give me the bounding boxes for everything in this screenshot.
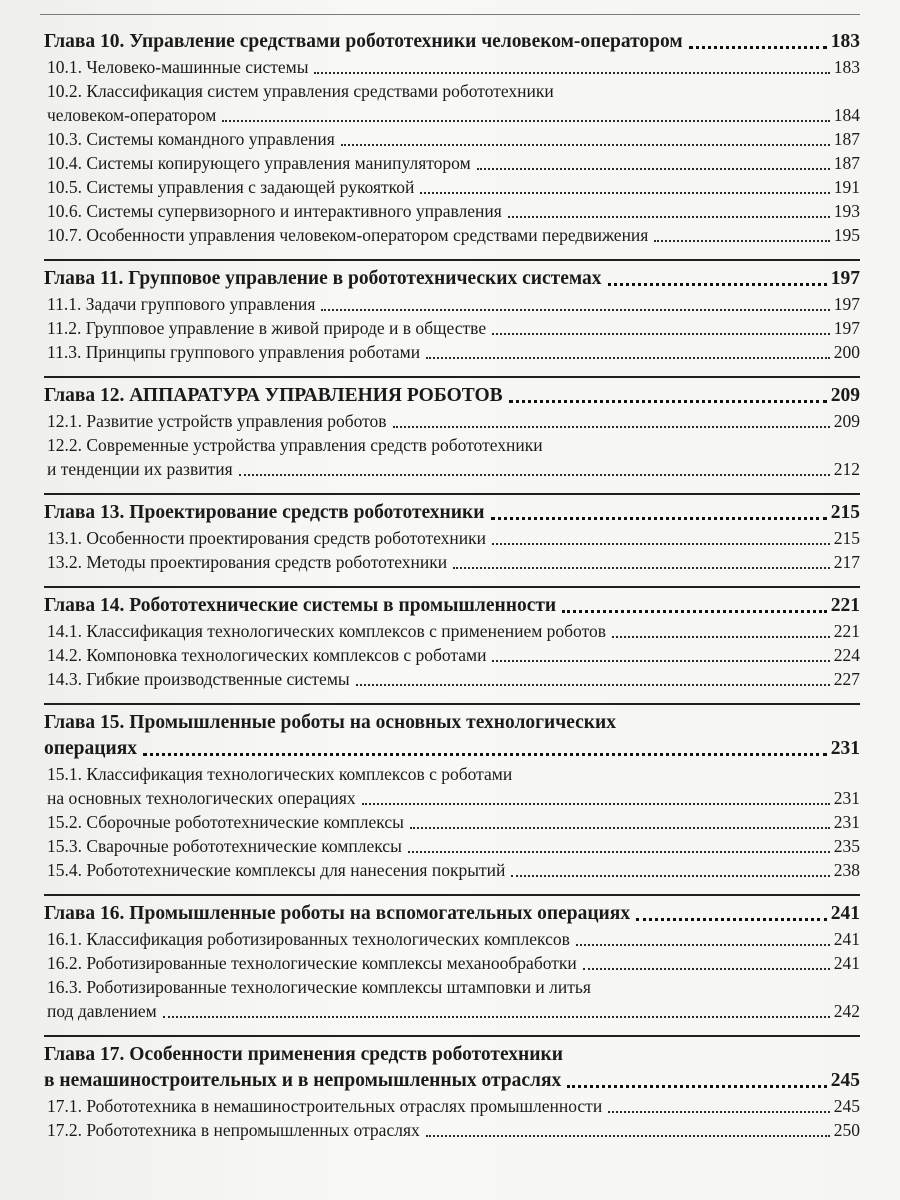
section-entry-title: 14.2. Компоновка технологических комплексов с роботами — [47, 645, 487, 665]
chapter-entry-title: операциях — [44, 738, 138, 759]
section-entry-page: 241 — [833, 953, 860, 973]
section-entry-title: на основных технологических операциях — [47, 788, 356, 808]
chapter-entry[interactable] — [44, 1068, 860, 1094]
section-entry-page: 241 — [833, 929, 860, 949]
chapter-entry-title: в немашиностроительных и в непромышленных отраслях — [44, 1070, 562, 1091]
section-entry-title: 10.6. Системы супервизорного и интерактивного управления — [47, 201, 502, 221]
section-entry-title: 11.2. Групповое управление в живой природе и в обществе — [47, 318, 487, 338]
section-entry-page: 227 — [833, 669, 860, 689]
chapter-block — [44, 896, 860, 1029]
section-entry-page: 224 — [833, 645, 860, 665]
chapter-entry-page: 215 — [830, 502, 860, 523]
chapter-block — [44, 588, 860, 697]
chapter-entry-title: Глава 12. АППАРАТУРА УПРАВЛЕНИЯ РОБОТОВ — [44, 385, 503, 406]
section-entry-title: 15.2. Сборочные робототехнические комплексы — [47, 812, 404, 832]
dot-leader — [492, 542, 830, 545]
dot-leader — [420, 191, 829, 194]
section-entry-page: 209 — [833, 411, 860, 431]
chapter-block — [44, 1037, 860, 1148]
section-entry-page: 183 — [833, 57, 860, 77]
table-of-contents — [44, 24, 860, 1148]
section-entry-title: 13.1. Особенности проектирования средств робототехники — [47, 528, 487, 548]
section-entry-title: 10.4. Системы копирующего управления манипулятором — [47, 153, 471, 173]
section-entry-page: 242 — [833, 1001, 860, 1021]
section-entry[interactable] — [44, 927, 860, 951]
chapter-block — [44, 495, 860, 580]
section-entry-page: 193 — [833, 201, 860, 221]
section-entry-title: 10.1. Человеко-машинные системы — [47, 57, 309, 77]
section-entry[interactable] — [44, 1118, 860, 1142]
section-entry-title: 14.3. Гибкие производственные системы — [47, 669, 350, 689]
section-entry[interactable] — [44, 103, 860, 127]
chapter-entry[interactable] — [44, 266, 860, 292]
chapter-entry[interactable] — [44, 383, 860, 409]
section-entry-title: человеком-оператором — [47, 105, 217, 125]
dot-leader — [426, 1134, 830, 1137]
chapter-entry-page: 231 — [830, 738, 860, 759]
section-entry[interactable] — [44, 810, 860, 834]
chapter-title-line1: Глава 17. Особенности применения средств робототехники — [44, 1044, 563, 1065]
section-entry-page: 215 — [833, 528, 860, 548]
section-entry-page: 212 — [833, 459, 860, 479]
section-entry[interactable] — [44, 316, 860, 340]
dot-leader — [453, 566, 830, 569]
section-entry-title: 11.3. Принципы группового управления роботами — [47, 342, 421, 362]
dot-leader — [636, 917, 827, 921]
section-entry[interactable] — [44, 951, 860, 975]
chapter-entry-title: Глава 11. Групповое управление в робототехнических системах — [44, 268, 602, 289]
dot-leader — [608, 1110, 830, 1113]
section-entry[interactable] — [44, 151, 860, 175]
section-entry-page: 184 — [833, 105, 860, 125]
section-entry[interactable] — [44, 409, 860, 433]
chapter-entry-page: 221 — [830, 595, 860, 616]
section-entry[interactable] — [44, 643, 860, 667]
chapter-entry-title: Глава 10. Управление средствами робототехники человеком-оператором — [44, 31, 683, 52]
dot-leader — [239, 473, 830, 476]
section-entry-title: 15.3. Сварочные робототехнические комплексы — [47, 836, 402, 856]
dot-leader — [492, 659, 829, 662]
chapter-entry-page: 245 — [830, 1070, 860, 1091]
dot-leader — [562, 609, 827, 613]
chapter-entry-page: 197 — [830, 268, 860, 289]
section-entry[interactable] — [44, 199, 860, 223]
chapter-entry-title: Глава 16. Промышленные роботы на вспомогательных операциях — [44, 903, 631, 924]
section-entry-page: 195 — [833, 225, 860, 245]
dot-leader — [410, 826, 830, 829]
section-entry-page: 197 — [833, 318, 860, 338]
section-entry-page: 250 — [833, 1120, 860, 1140]
section-entry-page: 217 — [833, 552, 860, 572]
dot-leader — [477, 167, 830, 170]
section-entry-title: 10.5. Системы управления с задающей рукояткой — [47, 177, 415, 197]
chapter-entry[interactable] — [44, 29, 860, 55]
section-entry[interactable] — [44, 834, 860, 858]
section-title-line1: 15.1. Классификация технологических комплексов с роботами — [47, 764, 513, 784]
section-entry-title: 17.2. Робототехника в непромышленных отраслях — [47, 1120, 420, 1140]
section-entry[interactable] — [44, 55, 860, 79]
section-entry-page: 238 — [833, 860, 860, 880]
chapter-entry[interactable] — [44, 500, 860, 526]
section-entry-title: 17.1. Робототехника в немашиностроительных отраслях промышленности — [47, 1096, 603, 1116]
section-entry-title: 15.4. Робототехнические комплексы для нанесения покрытий — [47, 860, 506, 880]
section-entry[interactable] — [44, 619, 860, 643]
chapter-entry-page: 183 — [830, 31, 860, 52]
section-entry[interactable] — [44, 127, 860, 151]
section-entry-title: 11.1. Задачи группового управления — [47, 294, 316, 314]
dot-leader — [163, 1015, 830, 1018]
dot-leader — [576, 943, 830, 946]
chapter-entry-page: 209 — [830, 385, 860, 406]
section-entry[interactable] — [44, 858, 860, 882]
chapter-block — [44, 261, 860, 370]
dot-leader — [362, 802, 830, 805]
chapter-entry-title: Глава 13. Проектирование средств робототехники — [44, 502, 485, 523]
dot-leader — [654, 239, 829, 242]
section-entry-title: 12.1. Развитие устройств управления роботов — [47, 411, 387, 431]
dot-leader — [222, 119, 829, 122]
section-entry-title: 16.1. Классификация роботизированных технологических комплексов — [47, 929, 570, 949]
section-entry-page: 221 — [833, 621, 860, 641]
section-entry-title: 10.3. Системы командного управления — [47, 129, 335, 149]
section-entry-title: 16.2. Роботизированные технологические комплексы механообработки — [47, 953, 577, 973]
section-entry-page: 187 — [833, 153, 860, 173]
dot-leader — [341, 143, 830, 146]
section-entry[interactable] — [44, 175, 860, 199]
dot-leader — [567, 1084, 826, 1088]
section-entry-title: 10.7. Особенности управления человеком-оператором средствами передвижения — [47, 225, 649, 245]
top-rule — [40, 0, 860, 15]
dot-leader — [492, 332, 830, 335]
chapter-entry-page: 241 — [830, 903, 860, 924]
section-entry-page: 200 — [833, 342, 860, 362]
section-entry-page: 231 — [833, 812, 860, 832]
section-entry-title: и тенденции их развития — [47, 459, 233, 479]
section-entry-page: 235 — [833, 836, 860, 856]
dot-leader — [511, 874, 829, 877]
section-entry-page: 245 — [833, 1096, 860, 1116]
dot-leader — [612, 635, 830, 638]
section-entry-page: 191 — [833, 177, 860, 197]
chapter-block — [44, 705, 860, 888]
chapter-entry[interactable] — [44, 901, 860, 927]
dot-leader — [608, 282, 827, 286]
section-entry[interactable] — [44, 786, 860, 810]
section-entry-title: под давлением — [47, 1001, 157, 1021]
dot-leader — [143, 752, 827, 756]
section-entry[interactable] — [44, 292, 860, 316]
section-entry[interactable] — [44, 526, 860, 550]
section-entry-page: 187 — [833, 129, 860, 149]
section-entry-title: 13.2. Методы проектирования средств робототехники — [47, 552, 448, 572]
dot-leader — [408, 850, 830, 853]
chapter-entry-title: Глава 14. Робототехнические системы в промышленности — [44, 595, 557, 616]
dot-leader — [491, 516, 827, 520]
section-entry[interactable] — [44, 550, 860, 574]
section-title-line1: 12.2. Современные устройства управления средств робототехники — [47, 435, 543, 455]
section-entry[interactable] — [44, 999, 860, 1023]
dot-leader — [393, 425, 830, 428]
chapter-block — [44, 24, 860, 253]
dot-leader — [508, 215, 830, 218]
chapter-title-line1: Глава 15. Промышленные роботы на основных технологических — [44, 712, 616, 733]
section-entry[interactable] — [44, 340, 860, 364]
section-entry[interactable] — [44, 457, 860, 481]
section-entry[interactable] — [44, 223, 860, 247]
section-entry-page: 197 — [833, 294, 860, 314]
dot-leader — [356, 683, 830, 686]
section-title-line1: 16.3. Роботизированные технологические комплексы штамповки и литья — [47, 977, 591, 997]
section-entry-page: 231 — [833, 788, 860, 808]
dot-leader — [321, 308, 829, 311]
dot-leader — [314, 71, 829, 74]
section-entry-title: 14.1. Классификация технологических комплексов с применением роботов — [47, 621, 607, 641]
dot-leader — [426, 356, 830, 359]
section-title-line1: 10.2. Классификация систем управления средствами робототехники — [47, 81, 554, 101]
dot-leader — [689, 45, 827, 49]
dot-leader — [583, 967, 830, 970]
section-entry[interactable] — [44, 1094, 860, 1118]
chapter-entry[interactable] — [44, 736, 860, 762]
chapter-block — [44, 378, 860, 487]
dot-leader — [509, 399, 827, 403]
section-entry[interactable] — [44, 667, 860, 691]
chapter-entry[interactable] — [44, 593, 860, 619]
